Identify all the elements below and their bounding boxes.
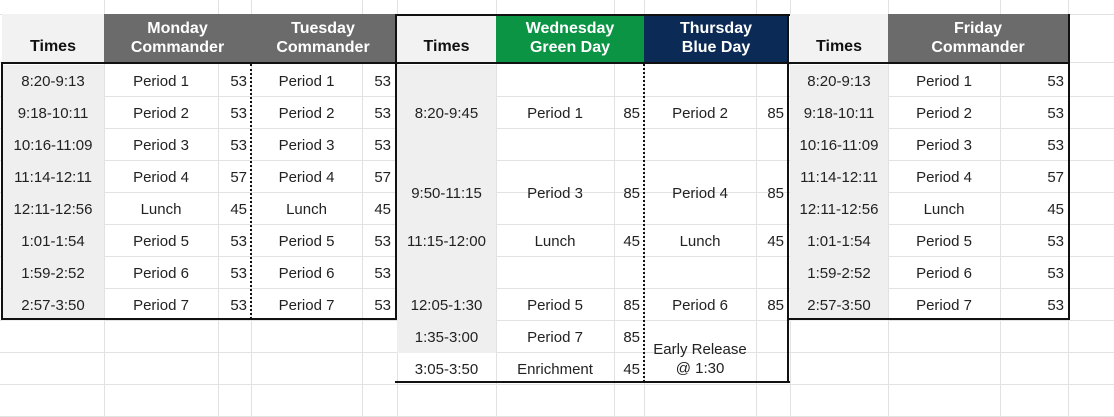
friday-minutes-cell[interactable]: 45 bbox=[1047, 200, 1064, 218]
mt-time-cell[interactable]: 10:16-11:09 bbox=[2, 129, 104, 161]
mt-left-border bbox=[1, 62, 3, 320]
fri-time-cell[interactable]: 8:20-9:13 bbox=[790, 65, 888, 97]
mt-times-header[interactable] bbox=[2, 14, 104, 62]
tuesday-class-cell[interactable]: Period 7 bbox=[278, 296, 335, 314]
mt-time-cell[interactable]: 9:18-10:11 bbox=[2, 97, 104, 129]
mt-times-header-label: Times bbox=[30, 38, 76, 55]
tuesday-minutes-cell[interactable]: 53 bbox=[374, 72, 391, 90]
early-release-line1: Early Release bbox=[653, 341, 747, 358]
tuesday-class-cell[interactable]: Period 2 bbox=[278, 104, 335, 122]
monday-header[interactable] bbox=[104, 14, 251, 62]
thursday-minutes-cell[interactable]: 85 bbox=[767, 296, 784, 314]
wt-dotted-divider bbox=[643, 64, 645, 382]
wednesday-header-line2: Green Day bbox=[529, 39, 611, 56]
thursday-class-cell[interactable]: Lunch bbox=[679, 232, 721, 250]
monday-minutes-cell[interactable]: 57 bbox=[230, 168, 247, 186]
friday-class-cell[interactable]: Lunch bbox=[923, 200, 965, 218]
mt-right-border bbox=[395, 14, 397, 320]
fri-right-border bbox=[1068, 14, 1070, 320]
friday-class-cell[interactable]: Period 4 bbox=[916, 168, 972, 186]
wednesday-minutes-cell[interactable]: 85 bbox=[623, 296, 640, 314]
thursday-minutes-cell[interactable]: 45 bbox=[767, 232, 784, 250]
mt-header-bottom-border bbox=[1, 62, 396, 64]
tuesday-class-cell[interactable]: Lunch bbox=[286, 200, 327, 218]
wednesday-minutes-cell[interactable]: 85 bbox=[623, 328, 640, 346]
friday-class-cell[interactable]: Period 3 bbox=[916, 136, 972, 154]
monday-minutes-cell[interactable]: 53 bbox=[230, 232, 247, 250]
wednesday-header[interactable] bbox=[496, 14, 644, 62]
wednesday-minutes-cell[interactable]: 45 bbox=[623, 232, 640, 250]
mt-dotted-divider bbox=[250, 64, 252, 319]
tuesday-class-cell[interactable]: Period 5 bbox=[278, 232, 335, 250]
wt-time-cell[interactable]: 9:50-11:15 bbox=[397, 161, 496, 225]
fri-time-cell[interactable]: 1:01-1:54 bbox=[790, 225, 888, 257]
mt-time-cell[interactable]: 1:01-1:54 bbox=[2, 225, 104, 257]
fri-header-bottom-border bbox=[788, 62, 1070, 64]
mt-time-cell[interactable]: 11:14-12:11 bbox=[2, 161, 104, 193]
thursday-minutes-cell[interactable]: 85 bbox=[767, 104, 784, 122]
fri-times-header[interactable] bbox=[790, 14, 888, 62]
friday-header-line2: Commander bbox=[931, 39, 1025, 56]
monday-minutes-cell[interactable]: 53 bbox=[230, 264, 247, 282]
friday-class-cell[interactable]: Period 6 bbox=[916, 264, 972, 282]
wednesday-class-cell[interactable]: Period 3 bbox=[527, 184, 583, 202]
friday-minutes-cell[interactable]: 53 bbox=[1047, 232, 1064, 250]
wednesday-minutes-cell[interactable]: 85 bbox=[623, 104, 640, 122]
tuesday-minutes-cell[interactable]: 45 bbox=[374, 200, 391, 218]
fri-bottom-border bbox=[788, 318, 1070, 320]
fri-time-cell[interactable]: 12:11-12:56 bbox=[790, 193, 888, 225]
fri-times-header-label: Times bbox=[816, 38, 862, 55]
mt-time-cell[interactable]: 8:20-9:13 bbox=[2, 65, 104, 97]
wednesday-minutes-cell[interactable]: 45 bbox=[623, 360, 640, 378]
mt-time-cell[interactable]: 1:59-2:52 bbox=[2, 257, 104, 289]
friday-minutes-cell[interactable]: 53 bbox=[1047, 136, 1064, 154]
tuesday-minutes-cell[interactable]: 53 bbox=[374, 104, 391, 122]
tuesday-header[interactable] bbox=[251, 14, 395, 62]
friday-minutes-cell[interactable]: 53 bbox=[1047, 264, 1064, 282]
monday-class-cell[interactable]: Period 4 bbox=[133, 168, 189, 186]
monday-class-cell[interactable]: Period 1 bbox=[133, 72, 189, 90]
monday-header-line2: Commander bbox=[130, 39, 225, 56]
friday-minutes-cell[interactable]: 53 bbox=[1047, 104, 1064, 122]
tuesday-class-cell[interactable]: Period 1 bbox=[278, 72, 335, 90]
friday-minutes-cell[interactable]: 53 bbox=[1047, 296, 1064, 314]
thursday-class-cell[interactable]: Period 6 bbox=[672, 296, 728, 314]
early-release-line2: @ 1:30 bbox=[675, 360, 725, 377]
wednesday-class-cell[interactable]: Period 5 bbox=[527, 296, 583, 314]
wednesday-class-cell[interactable]: Period 1 bbox=[527, 104, 583, 122]
monday-minutes-cell[interactable]: 45 bbox=[230, 200, 247, 218]
tuesday-class-cell[interactable]: Period 6 bbox=[278, 264, 335, 282]
mt-bottom-border bbox=[1, 318, 396, 320]
wednesday-class-cell[interactable]: Period 7 bbox=[527, 328, 583, 346]
wednesday-minutes-cell[interactable]: 85 bbox=[623, 184, 640, 202]
monday-class-cell[interactable]: Period 7 bbox=[133, 296, 189, 314]
wt-time-cell[interactable]: 1:35-3:00 bbox=[414, 328, 479, 346]
wednesday-class-cell[interactable]: Lunch bbox=[534, 232, 576, 250]
tuesday-header-line1: Tuesday bbox=[291, 20, 355, 37]
fri-time-cell[interactable]: 10:16-11:09 bbox=[790, 129, 888, 161]
fri-time-cell[interactable]: 2:57-3:50 bbox=[790, 289, 888, 321]
wt-header-bottom-border bbox=[395, 62, 790, 64]
tuesday-header-line2: Commander bbox=[276, 39, 370, 56]
tuesday-minutes-cell[interactable]: 57 bbox=[374, 168, 391, 186]
wednesday-class-cell[interactable]: Enrichment bbox=[517, 360, 593, 378]
mt-time-cell[interactable]: 12:11-12:56 bbox=[2, 193, 104, 225]
friday-class-cell[interactable]: Period 5 bbox=[916, 232, 972, 250]
monday-class-cell[interactable]: Period 3 bbox=[133, 136, 189, 154]
monday-class-cell[interactable]: Period 6 bbox=[133, 264, 189, 282]
thursday-header-line2: Blue Day bbox=[681, 39, 751, 56]
wt-times-header[interactable] bbox=[397, 14, 496, 62]
friday-minutes-cell[interactable]: 53 bbox=[1047, 72, 1064, 90]
monday-class-cell[interactable]: Lunch bbox=[140, 200, 182, 218]
wt-time-cell[interactable]: 3:05-3:50 bbox=[414, 360, 479, 378]
friday-header-line1: Friday bbox=[953, 20, 1002, 37]
monday-minutes-cell[interactable]: 53 bbox=[230, 296, 247, 314]
friday-class-cell[interactable]: Period 2 bbox=[916, 104, 972, 122]
wt-top-border bbox=[395, 14, 790, 16]
wt-time-cell[interactable]: 12:05-1:30 bbox=[397, 257, 496, 353]
thursday-class-cell[interactable]: Period 2 bbox=[672, 104, 728, 122]
wednesday-header-line1: Wednesday bbox=[525, 20, 615, 37]
monday-header-line1: Monday bbox=[147, 20, 208, 37]
monday-class-cell[interactable]: Period 5 bbox=[133, 232, 189, 250]
friday-class-cell[interactable]: Period 1 bbox=[916, 72, 972, 90]
wt-bottom-border bbox=[395, 381, 790, 383]
tuesday-minutes-cell[interactable]: 53 bbox=[374, 232, 391, 250]
tuesday-minutes-cell[interactable]: 53 bbox=[374, 296, 391, 314]
tuesday-class-cell[interactable]: Period 3 bbox=[278, 136, 335, 154]
fri-time-cell[interactable]: 1:59-2:52 bbox=[790, 257, 888, 289]
thursday-header-line1: Thursday bbox=[679, 20, 752, 37]
thursday-minutes-cell[interactable]: 85 bbox=[767, 184, 784, 202]
thursday-class-cell[interactable]: Period 4 bbox=[672, 184, 728, 202]
friday-header[interactable] bbox=[888, 14, 1068, 62]
friday-minutes-cell[interactable]: 57 bbox=[1047, 168, 1064, 186]
wt-right-border bbox=[787, 14, 789, 383]
tuesday-minutes-cell[interactable]: 53 bbox=[374, 136, 391, 154]
tuesday-minutes-cell[interactable]: 53 bbox=[374, 264, 391, 282]
early-release-note[interactable] bbox=[644, 336, 756, 382]
thursday-header[interactable] bbox=[644, 14, 788, 62]
wt-time-cell[interactable]: 11:15-12:00 bbox=[397, 225, 496, 257]
wt-time-cell[interactable]: 8:20-9:45 bbox=[397, 65, 496, 161]
wt-times-header-label: Times bbox=[423, 38, 470, 55]
monday-class-cell[interactable]: Period 2 bbox=[133, 104, 189, 122]
monday-minutes-cell[interactable]: 53 bbox=[230, 136, 247, 154]
fri-time-cell[interactable]: 11:14-12:11 bbox=[790, 161, 888, 193]
tuesday-class-cell[interactable]: Period 4 bbox=[278, 168, 335, 186]
friday-class-cell[interactable]: Period 7 bbox=[916, 296, 972, 314]
mt-time-cell[interactable]: 2:57-3:50 bbox=[2, 289, 104, 321]
monday-minutes-cell[interactable]: 53 bbox=[230, 72, 247, 90]
monday-minutes-cell[interactable]: 53 bbox=[230, 104, 247, 122]
fri-time-cell[interactable]: 9:18-10:11 bbox=[790, 97, 888, 129]
